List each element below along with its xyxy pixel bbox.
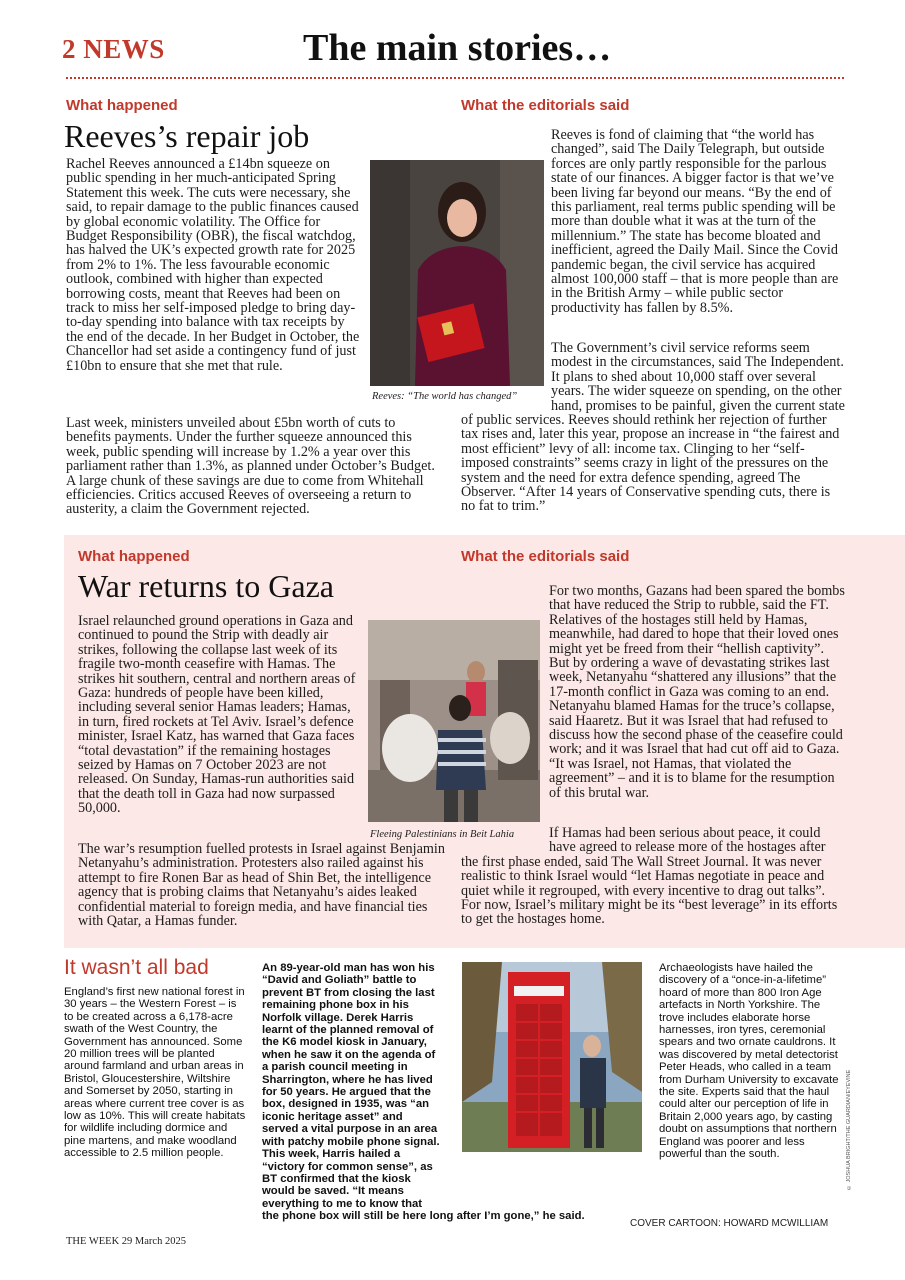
story2-happened-paragraph-2: The war’s resumption fuelled protests in Israel against Benjamin Netanyahu’s administration. Protesters also railed against his attempt to fire Ronen Bar as head of Shin Bet, the intelligence agency that is probing claims that Netanyahu’s aides leaked confidential material to foreign media, and have financial ties with Qatar, a Hamas funder.	[78, 841, 445, 930]
photo-credit: © JOSHUA BRIGHT/THE GUARDIAN/EYEVINE	[846, 1069, 852, 1190]
phone-box-photo	[462, 962, 642, 1152]
story1-editorial-paragraph-2: The Government’s civil service reforms seem modest in the circumstances, said The Independent. It plans to shed about 10,000 staff over several years. The wider squeeze on spending, on the other hand, promises to be painful, given the current state of public services. Reeves should rethink her rejection of further tax rises and, later this year, propose an increase in “the fairest and most efficient” levy of all: income tax. Clinging to her “self-imposed constraints” seems crazy in light of the pressures on the system and the need for extra defence spending, agreed The Observer. “After 14 years of Conservative spending cuts, there is no fat to trim.”	[461, 340, 845, 515]
story1-kicker-editorials: What the editorials said	[461, 97, 630, 114]
story2-editorial-paragraph-1: For two months, Gazans had been spared the bombs that have reduced the Strip to rubble, said the FT. Relatives of the hostages still held by Hamas, meanwhile, had dared to hope that their loved ones might yet be freed from their “hellish captivity”. But by ordering a wave of devastating strikes last week, Netanyahu “shattered any illusions” that the 17-month conflict in Gaza was coming to an end. Netanyahu blamed Hamas for the truce’s collapse, said Haaretz. But it was Israel that had refused to discuss how the second phase of the ceasefire could work; and it was Israel that had cut off aid to Gaza. “It was Israel, not Hamas, that violated the agreement” – and it is to blame for the resumption of this brutal war.	[549, 583, 845, 801]
section3-hoard-story: Archaeologists have hailed the discovery of a “once-in-a-lifetime” hoard of more than 800 Iron Age artefacts in North Yorkshire. The trove includes elaborate horse harnesses, iron tyres, ceremonial spears and two ornate cauldrons. It was discovered by metal detectorist Peter Heads, who called in a team from Durham University to excavate the site. Experts said that the haul could alter our perception of life in Britain 2,000 years ago, by casting doubt on assumptions that northern England was poorer and less powerful than the south.	[659, 962, 839, 1161]
story1-photo-caption: Reeves: “The world has changed”	[372, 391, 518, 402]
story1-editorial-paragraph-1: Reeves is fond of claiming that “the world has changed”, said The Daily Telegraph, but outside forces are only partly responsible for the parlous state of our finances. A bigger factor is that we’ve been living far beyond our means. “By the end of this parliament, real terms public spending will be more than double what it was at the turn of the millennium.” The state has become bloated and inefficient, agreed the Daily Mail. Since the Covid pandemic began, the civil service has acquired almost 100,000 staff – that is more people than are in the British Army – while public sector productivity has fallen by 8.5%.	[551, 127, 839, 316]
story1-headline: Reeves’s repair job	[64, 118, 310, 154]
page-number: 2 NEWS	[62, 34, 165, 64]
story1-happened-paragraph-1: Rachel Reeves announced a £14bn squeeze on public spending in her much-anticipated Spring Statement this week. The cuts were necessary, she said, to repair damage to the public finances caused by global economic volatility. The Office for Budget Responsibility (OBR), the fiscal watchdog, has halved the UK’s expected growth rate for 2025 from 2% to 1%. The less favourable economic outlook, combined with higher than expected borrowing costs, meant that Reeves had been on track to miss her self-imposed pledge to bring day-to-day spending into balance with tax receipts by the end of the decade. In her Budget in October, the Chancellor had set aside a contingency fund of just £10bn to ensure that she met that rule.	[66, 156, 360, 374]
section3-heading: It wasn’t all bad	[64, 956, 209, 979]
story1-happened-paragraph-2: Last week, ministers unveiled about £5bn worth of cuts to benefits payments. Under the further squeeze announced this week, public spending will increase by 1.2% a year over this parliament rather than 1.3%, as planned under October’s Budget. A large chunk of these savings are due to come from Whitehall efficiencies. Critics accused Reeves of overseeing a return to austerity, a claim the Government rejected.	[66, 415, 435, 518]
story1-kicker-happened: What happened	[66, 97, 178, 114]
issue-footer: THE WEEK 29 March 2025	[66, 1236, 186, 1247]
story2-editorial-paragraph-2: If Hamas had been serious about peace, it could have agreed to release more of the hostages after the first phase ended, said The Wall Street Journal. It was never realistic to think Israel would “let Hamas negotiate in peace and quiet while it regrouped, with every incentive to drag out talks”. For now, Israel’s military might be its “best leverage” in its efforts to get the hostages home.	[461, 825, 838, 928]
story2-headline: War returns to Gaza	[78, 568, 334, 604]
section3-phonebox-story: An 89-year-old man has won his “David and Goliath” battle to prevent BT from closing the last remaining phone box in his Norfolk village. Derek Harris learnt of the planned removal of the K6 model kiosk in January, when he saw it on the agenda of a parish council meeting in Sharrington, where he has lived for 50 years. He argued that the box, designed in 1935, was “an iconic heritage asset” and served a vital purpose in an area with patchy mobile phone signal. This week, Harris hailed a “victory for common sense”, as BT confirmed that the kiosk would be saved. “It means everything to me to know that the phone box will still be here long after I’m gone,” he said.	[262, 962, 585, 1223]
story2-photo-caption: Fleeing Palestinians in Beit Lahia	[370, 829, 515, 840]
story2-kicker-editorials: What the editorials said	[461, 548, 630, 565]
story2-happened-paragraph-1: Israel relaunched ground operations in Gaza and continued to pound the Strip with deadly air strikes, following the collapse last week of its fragile two-month ceasefire with Hamas. The strikes hit southern, central and northern areas of Gaza: hundreds of people have been killed, including several senior Hamas leaders; Hamas, in turn, fired rockets at Tel Aviv. Israel’s defence minister, Israel Katz, has warned that Gaza faces “total devastation” if the remaining hostages seized by Hamas on 7 October 2023 are not released. On Sunday, Hamas-run authorities said that the death toll in Gaza had now surpassed 50,000.	[78, 613, 356, 817]
header-divider	[66, 77, 844, 79]
story2-kicker-happened: What happened	[78, 548, 190, 565]
section3-forest-story: England’s first new national forest in 30 years – the Western Forest – is to be created across a 6,178-acre swath of the West Country, the Government has announced. Some 20 million trees will be planted around farmland and urban areas in Bristol, Gloucestershire, Wiltshire and Somerset by 2050, starting in areas where current tree cover is as low as 10%. This will create habitats for wildlife including dormice and pine martens, and make woodland accessible to 2.5 million people.	[64, 986, 246, 1160]
page-title: The main stories…	[303, 27, 612, 69]
cover-cartoon-credit: COVER CARTOON: HOWARD MCWILLIAM	[630, 1218, 829, 1229]
